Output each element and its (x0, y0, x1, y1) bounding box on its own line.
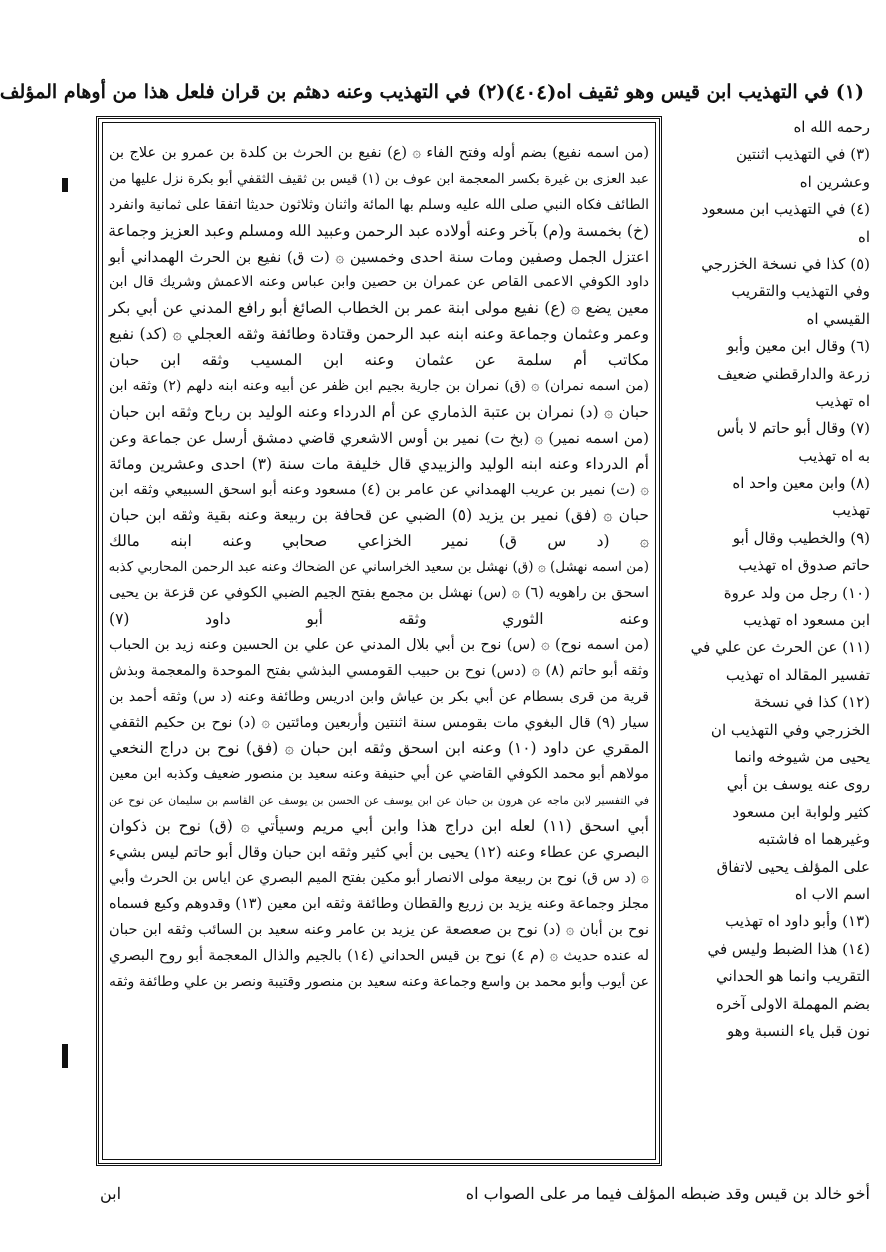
page-footer (100, 1178, 870, 1208)
margin-note-line: القيسي اه (806, 309, 870, 328)
margin-note-line: (٩) والخطيب وقال أبو (732, 528, 870, 547)
margin-note-line: وفي التهذيب والتقريب (731, 282, 870, 301)
margin-note-line: اه (857, 227, 870, 246)
main-text-line: اسحق بن راهويه (٦) ۞ (س) نهشل بن مجمع بفتح الجيم الضبي الكوفي عن قزعة بن يحيى (109, 585, 649, 602)
margin-note-line: نون قبل ياء النسبة وهو (727, 1021, 870, 1040)
margin-note-line: حاتم صدوق اه تهذيب (738, 556, 870, 575)
main-text-line: ۞ (ت) نمير بن عريب الهمداني عن عامر بن (٤) مسعود وعنه أبو اسحق السبيعي وثقه ابن (109, 481, 649, 498)
margin-note-line: ابن مسعود اه تهذيب (742, 611, 870, 630)
main-text-line: البصري عن عطاء وعنه (١٢) يحيى بن أبي كثير وثقه ابن حبان وقال أبو حاتم ليس بشيء (109, 843, 649, 862)
margin-note-continuation: رحمه الله اه (793, 118, 870, 136)
main-text-line: في التفسير لابن ماجه عن هرون بن حبان عن ابن يوسف عن الحسن بن يوسف عن القاسم بن سليمان عن نوح عن (109, 794, 649, 808)
margin-note-line: (١١) عن الحرث عن علي في (690, 638, 870, 657)
main-text-line: ۞ (د س ق) نوح بن ربيعة مولى الانصار أبو مكين بفتح الميم البصري عن اياس بن الحرث وأبي (109, 869, 649, 886)
main-text-line: (من اسمه نمران) ۞ (ق) نمران بن جارية بجيم ابن ظفر عن أبيه وعنه ابنه دلهم (٢) وثقه ابن (109, 378, 649, 395)
margin-note-line: زرعة والدارقطني ضعيف (717, 364, 870, 383)
margin-note-line: (٣) في التهذيب اثنتين (735, 145, 870, 164)
header-footnote-1: (١) في التهذيب ابن قيس وهو ثقيف اه (556, 81, 864, 103)
margin-note-line: الخزرجي وفي التهذيب ان (710, 720, 870, 739)
margin-note-line: تفسير المقالد اه تهذيب (725, 665, 870, 684)
main-text-line: مكاتب أم سلمة عن عثمان وعنه ابن المسيب وثقه ابن حبان (109, 351, 649, 370)
margin-note-line: يحيى من شيوخه وانما (734, 747, 870, 766)
main-text-line: حبان ۞ (د) نمران بن عتبة الذماري عن أم الدرداء وعنه الوليد بن رباح وثقه ابن حبان (109, 402, 649, 421)
main-text-line: عن أيوب وأبو محمد بن واسع وجماعة وعنه سعيد بن منصور وقتيبة ونصر بن علي وطائفة وثقه (109, 973, 649, 990)
margin-note-line: (١٢) كذا في نسخة (753, 693, 870, 712)
main-text-line: معين يضع ۞ (ع) نفيع مولى ابنة عمر بن الخطاب الصائغ أبو رافع المدني عن أبي بكر (109, 299, 649, 318)
main-text-line: داود الكوفي الاعمى القاص عن عمران بن حصين وابن عباس وعنه الاعمش وشريك قال ابن (109, 274, 649, 291)
main-text-line: ۞ (د س ق) نمير الخزاعي صحابي وعنه ابنه مالك (109, 532, 649, 551)
margin-note-line: (١٤) هذا الضبط وليس في (707, 939, 870, 958)
margin-note-line: روى عنه يوسف بن أبي (726, 775, 870, 794)
margin-note-line: وعشرين اه (799, 172, 870, 191)
page-header (0, 74, 864, 110)
margin-note-line: بضم المهملة الاولى آخره (715, 994, 870, 1013)
margin-note-line: (١٠) رجل من ولد عروة (723, 583, 870, 602)
main-text-line: مولاهم أبو محمد الكوفي القاضي عن أبي حنيفة وعنه سعيد بن منصور ضعيف وكذبه ابن معين (109, 766, 649, 783)
margin-note-line: (٨) وابن معين واحد اه (732, 474, 870, 493)
catchword: ابن (100, 1183, 122, 1203)
main-text-line: اعتزل الجمل وصفين ومات سنة احدى وخمسين ۞ (ت ق) نفيع بن الحرث الهمداني أبو (109, 247, 649, 266)
main-text-line: الطائف فكاه النبي صلى الله عليه وسلم بها المائة واثنان وثلاثون حديثا اتفقا على ثمانية وانفرد (109, 196, 649, 213)
margin-note-line: (٤) في التهذيب ابن مسعود (701, 200, 870, 219)
main-text-line: أم الدرداء وعنه ابنه الوليد والزبيدي قال خليفة مات سنة (٣) احدى وعشرين ومائة (109, 454, 649, 473)
margin-note-line: على المؤلف يحيى لاتفاق (716, 857, 870, 876)
page-number: (٤٠٤) (505, 80, 557, 104)
header-footnote-2: (٢) في التهذيب وعنه دهثم بن قران فلعل هذا من أوهام المؤلف (0, 81, 506, 103)
main-text-line: مجلز وجماعة وعنه يزيد بن زريع والقطان وطائفة وثقه ابن معين (١٣) وقدوهم وكيع فسماه (109, 895, 649, 912)
main-text-line: (من اسمه نمير) ۞ (بخ ت) نمير بن أوس الاشعري قاضي دمشق أرسل عن جماعة وعن (109, 428, 649, 447)
margin-note-line: تهذيب (832, 501, 870, 520)
margin-notes-column (666, 114, 870, 1174)
main-text-line: له عنده حديث ۞ (م ٤) نوح بن قيس الحداني (١٤) بالجيم والذال المعجمة أبو روح البصري (109, 947, 650, 964)
margin-note-line: (٥) كذا في نسخة الخزرجي (701, 254, 870, 273)
main-text-line: (خ) بخمسة و(م) بآخر وعنه أولاده عبد الرحمن وعبيد الله ومسلم وعبد العزيز وجماعة (108, 221, 649, 240)
main-text-frame (96, 116, 662, 1166)
margin-note-line: (٦) وقال ابن معين وأبو (726, 337, 870, 356)
scan-edge-mark (62, 1044, 68, 1068)
margin-note-line: كثير ولوابة ابن مسعود (732, 802, 870, 821)
main-text-line: (من اسمه نفيع) بضم أوله وفتح الفاء ۞ (ع) نفيع بن الحرث بن كلدة بن عمرو بن علاج بن (109, 145, 649, 161)
main-text-line: وثقه أبو حاتم (٨) ۞ (دس) نوح بن حبيب القومسي البذشي بفتح الموحدة والمعجمة وبذش (109, 662, 649, 679)
main-text-line: وعمر وعثمان وجماعة وعنه ابنه عبد الرحمن وقتادة وطائفة وثقه العجلي ۞ (كد) نفيع (109, 325, 649, 344)
main-text-line: قرية من قرى بسطام عن أبي بكر بن عياش وابن ادريس وطائفة وعنه (د س) وثقه أحمد بن (109, 688, 649, 705)
margin-note-line: (٧) وقال أبو حاتم لا بأس (716, 419, 870, 438)
main-text-line: عبد العزى بن غيرة بكسر المعجمة ابن عوف بن (١) قيس بن ثقيف الثقفي أبو بكرة نزل عليها من (109, 170, 649, 187)
margin-note-line: (١٣) وأبو داود اه تهذيب (725, 912, 870, 931)
main-text-line: حبان ۞ (فق) نمير بن يزيد (٥) الضبي عن قحافة بن ربيعة وعنه بقية وثقه ابن حبان (109, 506, 650, 525)
main-text-line: أبي اسحق (١١) لعله ابن دراج هذا وابن أبي مريم وسيأتي ۞ (ق) نوح بن ذكوان (109, 817, 649, 836)
footer-note: أخو خالد بن قيس وقد ضبطه المؤلف فيما مر على الصواب اه (465, 1183, 870, 1203)
scan-edge-mark (62, 178, 68, 192)
margin-note-line: اسم الاب اه (794, 884, 870, 903)
margin-note-line: التقريب وانما هو الحداني (716, 967, 870, 986)
main-text-line: نوح بن أبان ۞ (د) نوح بن صعصعة عن يزيد بن عامر وعنه سعيد بن السائب وثقه ابن حبان (109, 921, 649, 938)
main-text-line: سيار (٩) قال البغوي مات بقومس سنة اثنتين وأربعين ومائتين ۞ (د) نوح بن حكيم الثقفي (109, 714, 649, 731)
margin-note-line: اه تهذيب (815, 391, 870, 410)
margin-note-line: به اه تهذيب (798, 446, 870, 465)
main-text-line: (من اسمه نهشل) ۞ (ق) نهشل بن سعيد الخراساني عن الضحاك وعنه عبد الرحمن المحاربي كذبه (108, 559, 649, 576)
main-text-line: المقري عن داود (١٠) وعنه ابن اسحق وثقه ابن حبان ۞ (فق) نوح بن دراج النخعي (109, 739, 649, 758)
main-text-line: (من اسمه نوح) ۞ (س) نوح بن أبي بلال المدني عن علي بن الحسين وعنه زيد بن الحباب (109, 636, 649, 653)
main-text-line: وعنه الثوري وثقه أبو داود (٧) (109, 610, 649, 629)
margin-note-line: وغيرهما اه فاشتبه (757, 830, 870, 849)
